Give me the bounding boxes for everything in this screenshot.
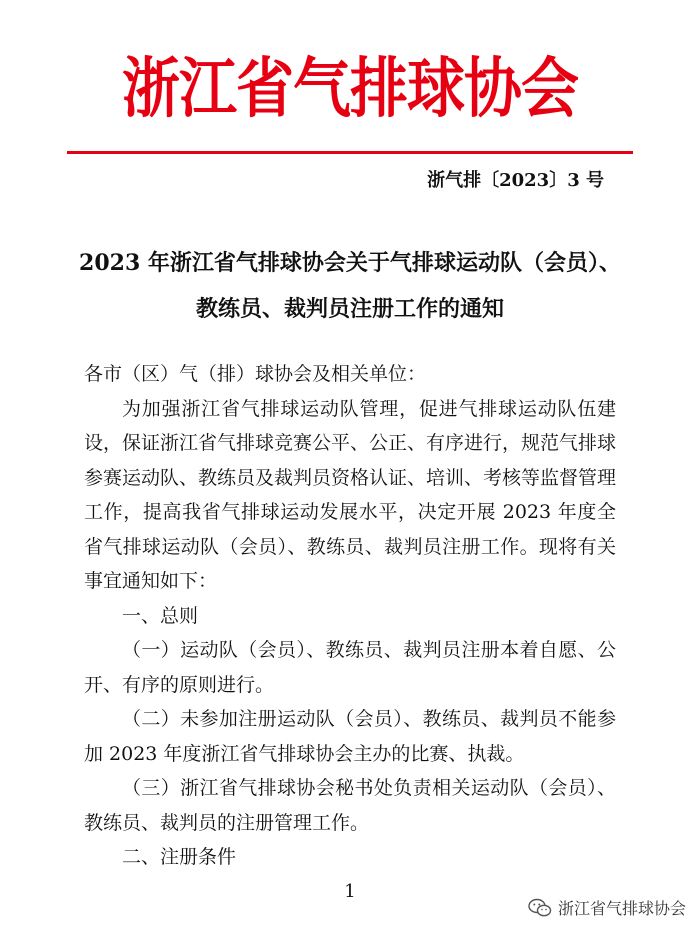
document-number: 浙气排〔2023〕3 号 — [427, 170, 604, 191]
body-paragraph: （一）运动队（会员）、教练员、裁判员注册本着自愿、公开、有序的原则进行。 — [84, 639, 616, 696]
document-title — [30, 240, 670, 332]
salutation: 各市（区）气（排）球协会及相关单位： — [84, 363, 427, 385]
body-paragraph: （三）浙江省气排球协会秘书处负责相关运动队（会员）、教练员、裁判员的注册管理工作。 — [84, 777, 616, 834]
section-heading: 二、注册条件 — [122, 846, 237, 868]
title-line-2: 教练员、裁判员注册工作的通知 — [195, 296, 504, 322]
title-line-1: 2023 年浙江省气排球协会关于气排球运动队（会员）、 — [79, 250, 621, 276]
body-paragraph: 为加强浙江省气排球运动队管理，促进气排球运动队伍建设，保证浙江省气排球竞赛公平、公正、有序进行，规范气排球参赛运动队、教练员及裁判员资格认证、培训、考核等监督管理工作，提高我省气排球运动发展水平，决定开展 2023 年度全省气排球运动队（会员）、教练员、裁判员注册工作。现将有关事宜通知如下： — [84, 397, 617, 592]
document-body — [84, 357, 616, 875]
wechat-icon — [528, 898, 552, 918]
body-paragraph: （二）未参加注册运动队（会员）、教练员、裁判员不能参加 2023 年度浙江省气排球协会主办的比赛、执裁。 — [84, 708, 616, 765]
watermark-text: 浙江省气排球协会 — [557, 899, 686, 918]
page-number: 1 — [344, 881, 356, 902]
wechat-watermark — [528, 896, 686, 919]
red-divider — [67, 151, 633, 154]
section-heading: 一、总则 — [122, 604, 199, 627]
organization-masthead: 浙江省气排球协会 — [121, 49, 578, 127]
